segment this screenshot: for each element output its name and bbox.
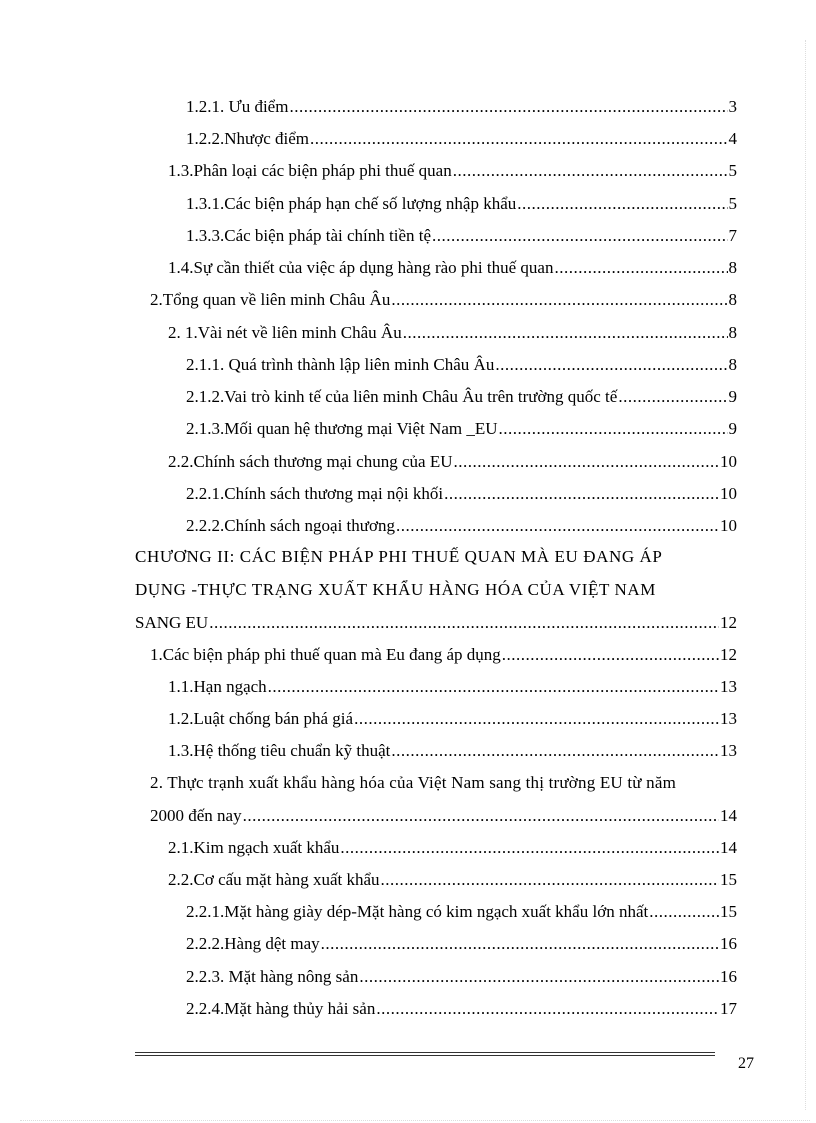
dot-leader xyxy=(649,901,719,923)
toc-entry-1-3b: 1.3.Hệ thống tiêu chuẩn kỹ thuật ..... 13 xyxy=(168,740,737,762)
dot-leader xyxy=(268,676,719,698)
dot-leader xyxy=(243,805,719,827)
toc-entry-2-2-2: 2.2.2.Chính sách ngoại thương ..... 10 xyxy=(186,515,737,537)
dot-leader xyxy=(340,837,719,859)
dot-leader xyxy=(376,998,719,1020)
toc-entry-2-2-1: 2.2.1.Chính sách thương mại nội khối ..... 10 xyxy=(186,483,737,505)
dot-leader xyxy=(391,289,727,311)
toc-entry-1-3: 1.3.Phân loại các biện pháp phi thuế quan ..... 5 xyxy=(168,160,737,182)
toc-entry-chapter-2: SANG EU ..... 12 xyxy=(135,612,737,634)
toc-entry-2-1-1: 2.1.1. Quá trình thành lập liên minh Châu Âu ..... 8 xyxy=(186,354,737,376)
dot-leader xyxy=(554,257,727,279)
dot-leader xyxy=(432,225,727,247)
toc-entry-1-3-3: 1.3.3.Các biện pháp tài chính tiền tệ ..... 7 xyxy=(186,225,737,247)
dot-leader xyxy=(499,418,728,440)
dot-leader xyxy=(517,193,727,215)
toc-entry-2-2b: 2.2.Cơ cấu mặt hàng xuất khẩu ..... 15 xyxy=(168,869,737,891)
dot-leader xyxy=(495,354,727,376)
toc-entry-1-2: 1.2.Luật chống bán phá giá ..... 13 xyxy=(168,708,737,730)
dot-leader xyxy=(453,451,719,473)
dot-leader xyxy=(310,128,727,150)
dot-leader xyxy=(403,322,728,344)
toc-entry-2-2: 2.2.Chính sách thương mại chung của EU ..... 10 xyxy=(168,451,737,473)
footer-rule-bottom xyxy=(135,1055,715,1056)
page-edge-bottom xyxy=(20,1120,810,1121)
toc-entry-1-2-1: 1.2.1. Ưu điểm ..... 3 xyxy=(186,96,737,118)
dot-leader xyxy=(289,96,727,118)
toc-entry-2-2-1b: 2.2.1.Mặt hàng giày dép-Mặt hàng có kim ngạch xuất khẩu lớn nhất ..... 15 xyxy=(186,901,737,923)
dot-leader xyxy=(453,160,728,182)
dot-leader xyxy=(502,644,719,666)
chapter-heading-line-1: CHƯƠNG II: CÁC BIỆN PHÁP PHI THUẾ QUAN MÀ EU ĐANG ÁP xyxy=(135,547,663,566)
toc-entry-2-2-3: 2.2.3. Mặt hàng nông sản ..... 16 xyxy=(186,966,737,988)
dot-leader xyxy=(354,708,719,730)
section-2-heading-line-1: 2. Thực trạnh xuất khẩu hàng hóa của Việt Nam sang thị trường EU từ năm xyxy=(150,773,677,792)
toc-entry-1-1: 1.1.Hạn ngạch ..... 13 xyxy=(168,676,737,698)
toc-entry-2-2-2b: 2.2.2.Hàng dệt may ..... 16 xyxy=(186,933,737,955)
toc-entry-2b: 2000 đến nay ..... 14 xyxy=(150,805,737,827)
dot-leader xyxy=(321,933,719,955)
toc-entry-1-4: 1.4.Sự cần thiết của việc áp dụng hàng rào phi thuế quan ..... 8 xyxy=(168,257,737,279)
page-edge-right xyxy=(805,40,806,1110)
footer-rule-top xyxy=(135,1052,715,1053)
toc-entry-1: 1.Các biện pháp phi thuế quan mà Eu đang áp dụng ..... 12 xyxy=(150,644,737,666)
toc-entry-1-3-1: 1.3.1.Các biện pháp hạn chế số lượng nhập khẩu ..... 5 xyxy=(186,193,737,215)
toc-entry-2-1-2: 2.1.2.Vai trò kinh tế của liên minh Châu Âu trên trường quốc tế ..... 9 xyxy=(186,386,737,408)
dot-leader xyxy=(618,386,727,408)
toc-entry-2-1: 2. 1.Vài nét về liên minh Châu Âu ..... 8 xyxy=(168,322,737,344)
toc-entry-2-2-4: 2.2.4.Mặt hàng thủy hải sản ..... 17 xyxy=(186,998,737,1020)
page-number: 27 xyxy=(738,1055,754,1072)
dot-leader xyxy=(359,966,719,988)
toc-entry-2-1b: 2.1.Kim ngạch xuất khẩu ..... 14 xyxy=(168,837,737,859)
dot-leader xyxy=(396,515,719,537)
dot-leader xyxy=(381,869,719,891)
dot-leader xyxy=(444,483,719,505)
toc-entry-1-2-2: 1.2.2.Nhược điểm ..... 4 xyxy=(186,128,737,150)
dot-leader xyxy=(209,612,719,634)
chapter-heading-line-2: DỤNG -THỰC TRẠNG XUẤT KHẨU HÀNG HÓA CỦA VIỆT NAM xyxy=(135,580,656,599)
toc-entry-2: 2.Tổng quan về liên minh Châu Âu ..... 8 xyxy=(150,289,737,311)
toc-entry-2-1-3: 2.1.3.Mối quan hệ thương mại Việt Nam _EU ..... 9 xyxy=(186,418,737,440)
dot-leader xyxy=(391,740,719,762)
